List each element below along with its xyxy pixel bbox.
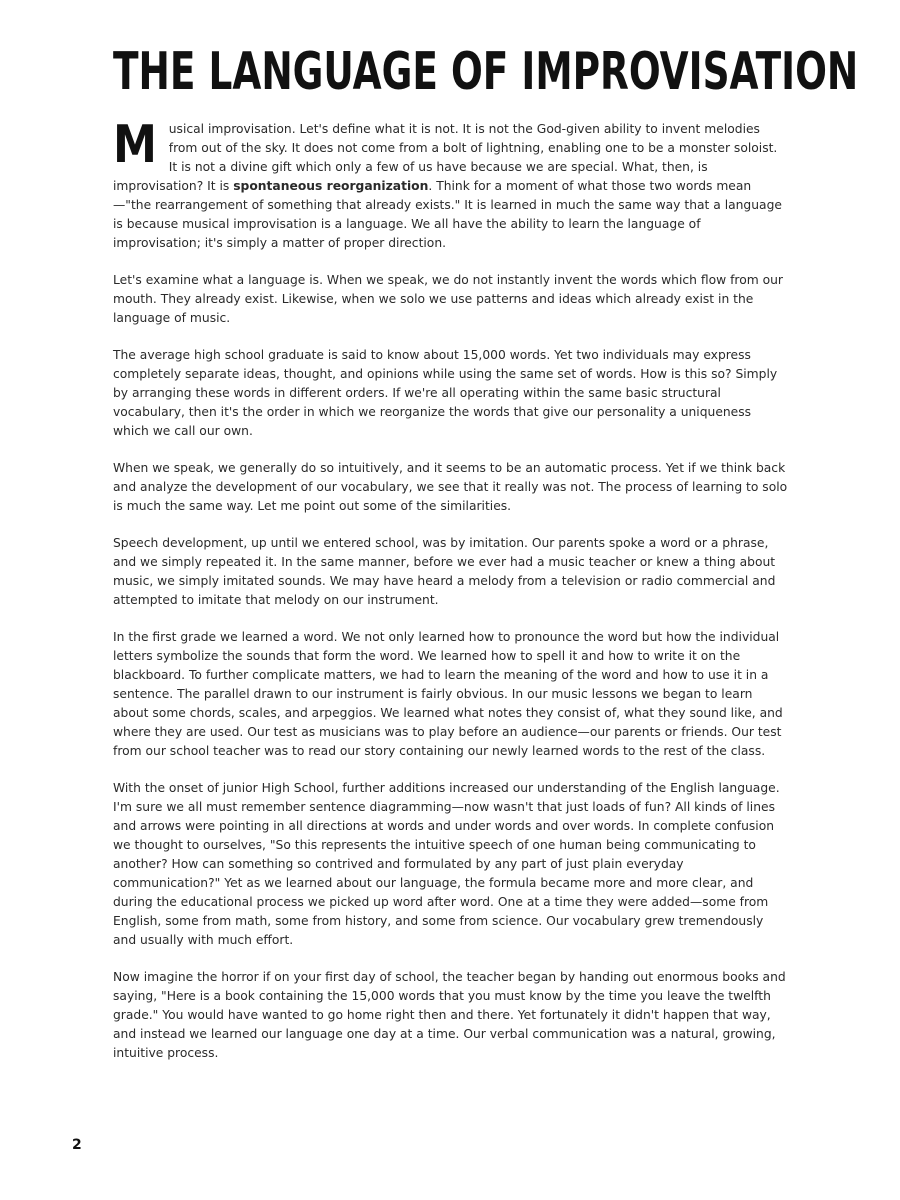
paragraph-5: Speech development, up until we entered school, was by imitation. Our parents spoke a word or a phrase, and we simply repeated it. In the same manner, before we ever had a music teacher or knew a thing about music, we simply imitated sounds. We may have heard a melody from a television or radio commercial and attempted to imitate that melody on our instrument. bbox=[113, 536, 776, 607]
paragraph-1-text-b: . Think for a moment of what those two words mean—"the rearrangement of something that already exists." It is learned in much the same way that a language is because musical improvisation is a language. We all have the ability to learn the language of improvisation; it's simply a matter of proper direction. bbox=[113, 179, 782, 250]
body-text bbox=[113, 115, 788, 1081]
paragraph-3: The average high school graduate is said to know about 15,000 words. Yet two individuals may express completely separate ideas, thought, and opinions while using the same set of words. How is this so? Simply by arranging these words in different orders. If we're all operating within the same basic structural vocabulary, then it's the order in which we reorganize the words that give our personality a uniqueness which we call our own. bbox=[113, 348, 778, 438]
paragraph-1-text-a: usical improvisation. Let's define what it is not. It is not the God-given ability to invent melodies from out of the sky. It does not come from a bolt of lightning, enabling one to be a monster soloist. It is not a divine gift which only a few of us have because we are special. What, then, is improvisation? It is bbox=[113, 122, 778, 193]
page-title: THE LANGUAGE OF IMPROVISATION bbox=[113, 42, 859, 102]
paragraph-7: With the onset of junior High School, further additions increased our understanding of the English language. I'm sure we all must remember sentence diagramming—now wasn't that just loads of fun? All kinds of lines and arrows were pointing in all directions at words and under words and over words. In complete confusion we thought to ourselves, "So this represents the intuitive speech of one human being communicating to another? How can something so contrived and formulated by any part of just plain everyday communication?" Yet as we learned about our language, the formula became more and more clear, and during the educational process we picked up word after word. One at a time they were added—some from English, some from math, some from history, and some from science. Our vocabulary grew tremendously and usually with much effort. bbox=[113, 781, 780, 947]
paragraph-2: Let's examine what a language is. When we speak, we do not instantly invent the words which flow from our mouth. They already exist. Likewise, when we solo we use patterns and ideas which already exist in the language of music. bbox=[113, 273, 783, 325]
paragraph-1-bold-term: spontaneous reorganization bbox=[233, 179, 429, 193]
paragraph-4: When we speak, we generally do so intuitively, and it seems to be an automatic process. Yet if we think back and analyze the development of our vocabulary, we see that it really was not. The process of learning to solo is much the same way. Let me point out some of the similarities. bbox=[113, 461, 788, 513]
drop-cap: M bbox=[113, 115, 157, 175]
page-number: 2 bbox=[72, 1137, 82, 1153]
paragraph-1 bbox=[113, 115, 788, 253]
paragraph-6: In the first grade we learned a word. We not only learned how to pronounce the word but how the individual letters symbolize the sounds that form the word. We learned how to spell it and how to write it on the blackboard. To further complicate matters, we had to learn the meaning of the word and how to use it in a sentence. The parallel drawn to our instrument is fairly obvious. In our music lessons we began to learn about some chords, scales, and arpeggios. We learned what notes they consist of, what they sound like, and where they are used. Our test as musicians was to play before an audience—our parents or friends. Our test from our school teacher was to read our story containing our newly learned words to the rest of the class. bbox=[113, 630, 783, 758]
paragraph-8: Now imagine the horror if on your first day of school, the teacher began by handing out enormous books and saying, "Here is a book containing the 15,000 words that you must know by the time you leave the twelfth grade." You would have wanted to go home right then and there. Yet fortunately it didn't happen that way, and instead we learned our language one day at a time. Our verbal communication was a natural, growing, intuitive process. bbox=[113, 970, 786, 1060]
